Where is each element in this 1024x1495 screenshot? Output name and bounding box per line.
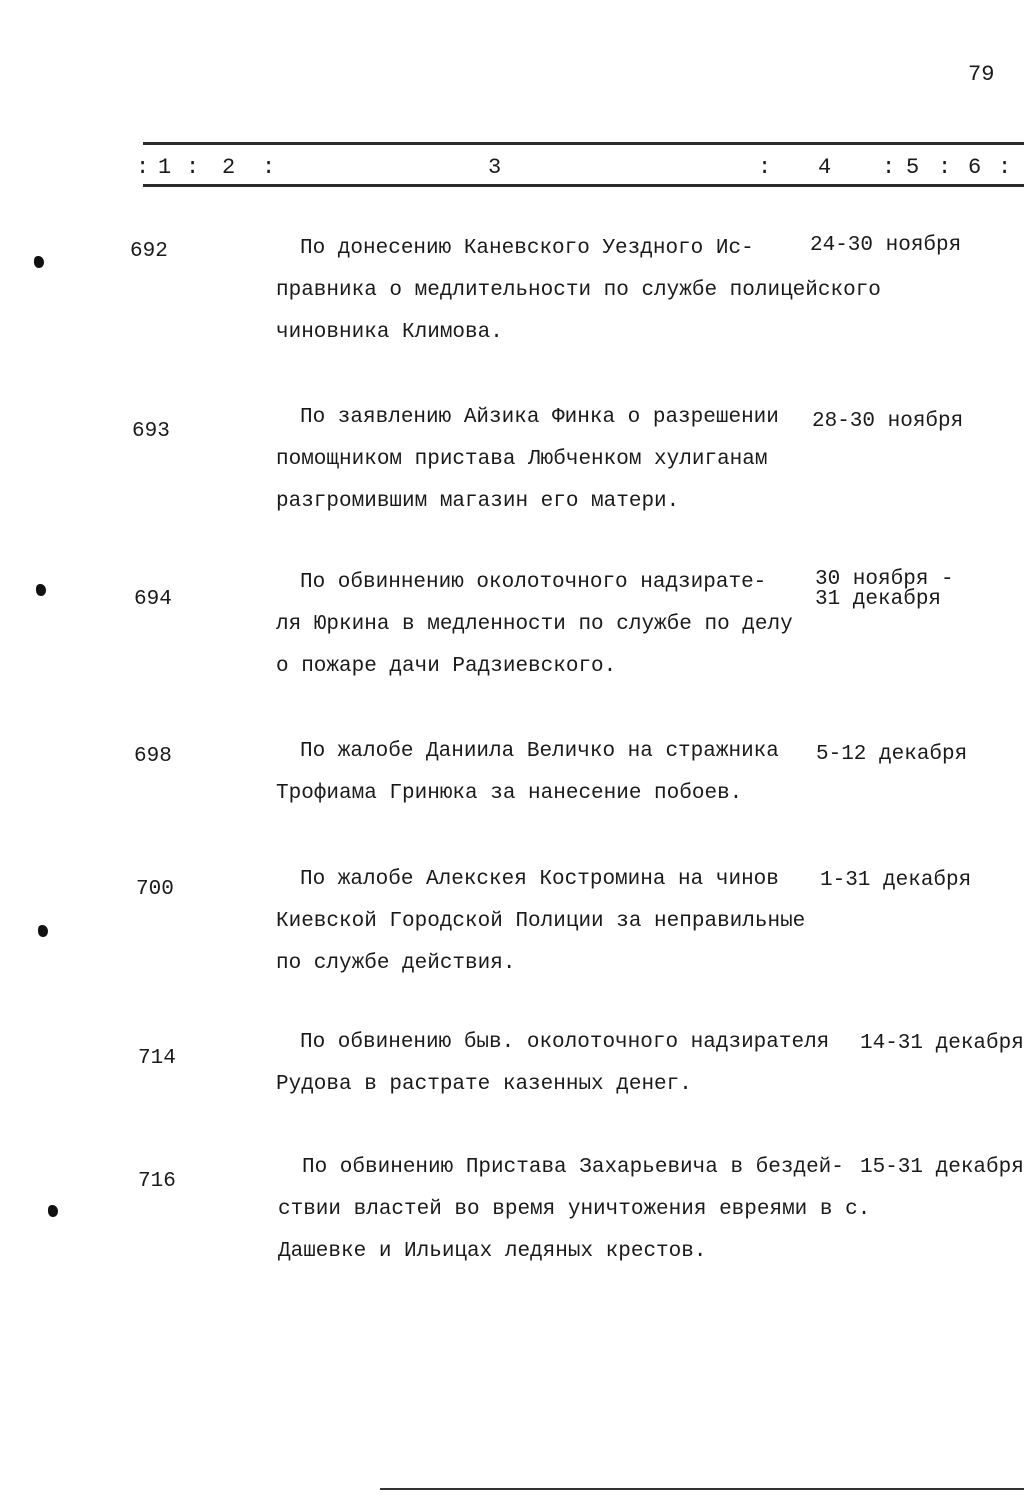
header-sep: : — [186, 155, 200, 180]
entry-date: 5-12 декабря — [816, 743, 968, 766]
punch-hole-mark — [48, 1205, 58, 1217]
entry-description — [276, 562, 816, 688]
header-sep: : — [758, 155, 772, 180]
entry-number: 694 — [134, 588, 172, 611]
entry-line: Киевской Городской Полиции за неправильные — [276, 910, 806, 933]
header-sep: : — [998, 155, 1012, 180]
entry-date-start: 30 ноября - — [815, 568, 954, 591]
entry-date: 1-31 декабря — [820, 869, 972, 892]
entry-number: 692 — [130, 240, 168, 263]
header-sep: : — [262, 155, 276, 180]
header-col-3: 3 — [488, 155, 502, 180]
entry-number: 716 — [138, 1170, 176, 1193]
entry-line: По жалобе Алекскея Костромина на чинов — [300, 868, 779, 891]
entry-line: чиновника Климова. — [276, 321, 503, 344]
entry-description — [276, 397, 816, 523]
header-col-2: 2 — [222, 155, 236, 180]
entry-number: 700 — [136, 878, 174, 901]
entry-line: По обвинению быв. околоточного надзирателя — [300, 1031, 830, 1054]
punch-hole-mark — [36, 584, 46, 596]
entry-line: Трофиама Гринюка за нанесение побоев. — [276, 782, 743, 805]
entry-line: По жалобе Даниила Величко на стражника — [300, 740, 779, 763]
entry-line: По обвиннению околоточного надзирате- — [300, 571, 767, 594]
entry-line: о пожаре дачи Радзиевского. — [276, 655, 617, 678]
entry-line: разгромившим магазин его матери. — [276, 490, 680, 513]
entry-line: ствии властей во время уничтожения евреями в с. — [278, 1198, 871, 1221]
entry-number: 698 — [134, 745, 172, 768]
entry-line: По обвинению Пристава Захарьевича в бездей- — [302, 1156, 844, 1179]
entry-description — [276, 859, 816, 985]
entry-description — [276, 228, 881, 354]
entry-line: Дашевке и Ильицах ледяных крестов. — [278, 1240, 707, 1263]
entry-line: Рудова в растрате казенных денег. — [276, 1073, 692, 1096]
entry-line: ля Юркина в медленности по службе по делу — [276, 613, 793, 636]
header-col-1: 1 — [158, 155, 172, 180]
header-col-4: 4 — [818, 155, 832, 180]
entry-description — [276, 1022, 830, 1106]
entry-date: 14-31 декабря — [860, 1032, 1024, 1055]
entry-number: 714 — [138, 1047, 176, 1070]
entry-description — [278, 1147, 871, 1273]
page-number: 79 — [968, 62, 995, 87]
entry-line: По заявлению Айзика Финка о разрешении — [300, 406, 779, 429]
entry-date: 28-30 ноября — [812, 410, 964, 433]
entry-line: помощником пристава Любченком хулиганам — [276, 448, 768, 471]
entry-line: по службе действия. — [276, 952, 516, 975]
header-bottom-rule — [143, 184, 1024, 187]
entry-date: 24-30 ноября — [810, 234, 962, 257]
header-top-rule — [143, 142, 1024, 145]
entry-date-end: 31 декабря — [815, 588, 942, 611]
header-sep: : — [938, 155, 952, 180]
page-bottom-edge — [380, 1488, 1024, 1490]
entry-line: правника о медлительности по службе полицейского — [276, 279, 881, 302]
entry-date — [815, 570, 954, 610]
punch-hole-mark — [38, 925, 48, 937]
header-col-6: 6 — [968, 155, 982, 180]
entry-date: 15-31 декабря — [860, 1156, 1024, 1179]
entry-description — [276, 731, 816, 815]
punch-hole-mark — [34, 256, 44, 268]
header-col-5: 5 — [906, 155, 920, 180]
entry-line: По донесению Каневского Уездного Ис- — [300, 237, 754, 260]
header-sep: : — [882, 155, 896, 180]
header-sep: : — [136, 155, 150, 180]
entry-number: 693 — [132, 420, 170, 443]
